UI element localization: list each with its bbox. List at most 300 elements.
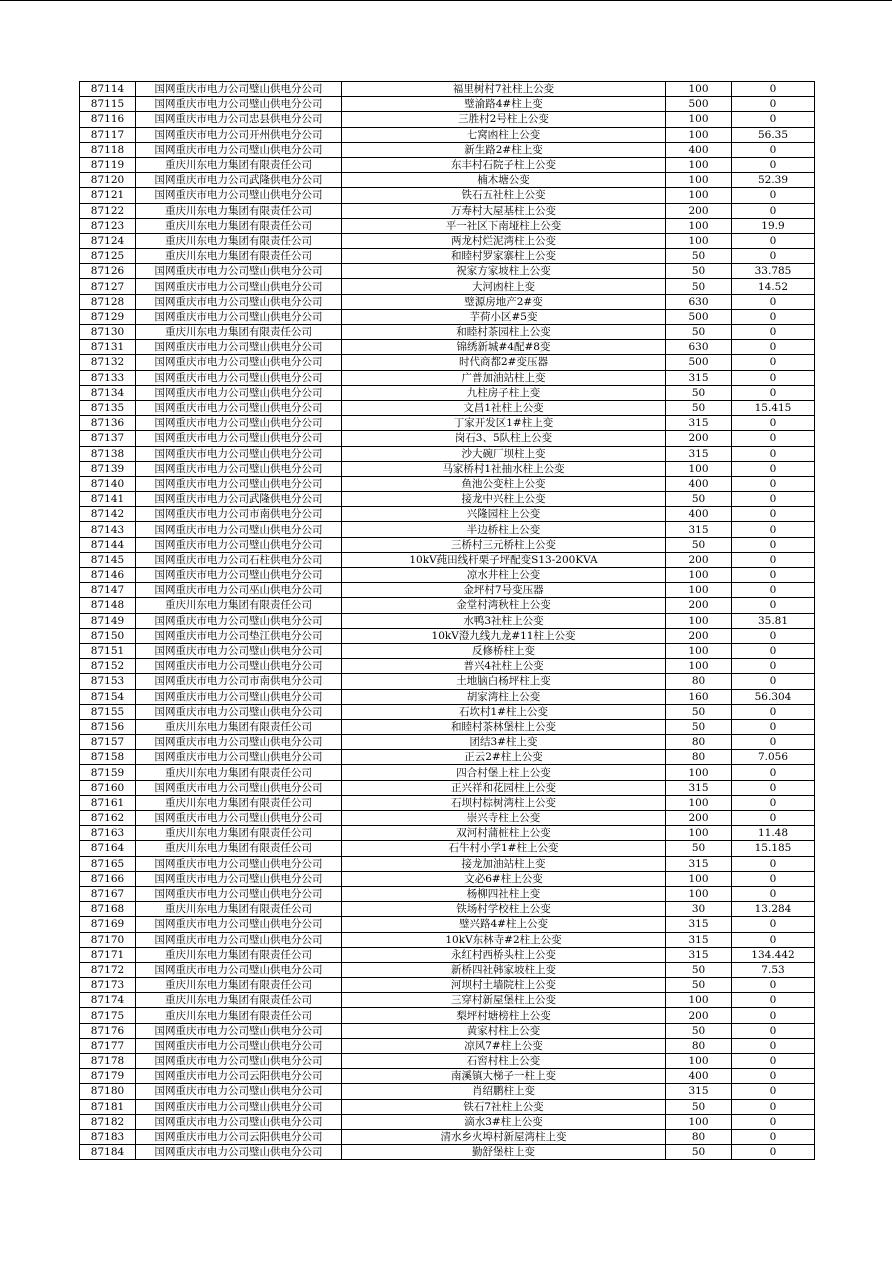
- company-cell: 国网重庆市电力公司璧山供电分公司: [136, 1038, 342, 1053]
- value-cell: 0: [732, 188, 815, 203]
- capacity-cell: 100: [666, 659, 732, 674]
- capacity-cell: 100: [666, 173, 732, 188]
- value-cell: 0: [732, 1114, 815, 1129]
- record-id-cell: 87160: [80, 780, 136, 795]
- company-cell: 重庆川东电力集团有限责任公司: [136, 993, 342, 1008]
- capacity-cell: 400: [666, 1069, 732, 1084]
- transformer-name-cell: 石坎村1#柱上公变: [342, 704, 666, 719]
- company-cell: 重庆川东电力集团有限责任公司: [136, 249, 342, 264]
- table-row: [80, 188, 815, 203]
- record-id-cell: 87175: [80, 1008, 136, 1023]
- table-row: [80, 659, 815, 674]
- value-cell: 19.9: [732, 218, 815, 233]
- table-row: [80, 583, 815, 598]
- value-cell: 0: [732, 492, 815, 507]
- value-cell: 15.185: [732, 841, 815, 856]
- capacity-cell: 200: [666, 811, 732, 826]
- company-cell: 国网重庆市电力公司璧山供电分公司: [136, 1084, 342, 1099]
- record-id-cell: 87145: [80, 552, 136, 567]
- value-cell: 13.284: [732, 902, 815, 917]
- table-row: [80, 826, 815, 841]
- table-row: [80, 552, 815, 567]
- company-cell: 国网重庆市电力公司璧山供电分公司: [136, 962, 342, 977]
- table-row: [80, 765, 815, 780]
- transformer-name-cell: 团结3#柱上变: [342, 735, 666, 750]
- company-cell: 国网重庆市电力公司开州供电分公司: [136, 127, 342, 142]
- record-id-cell: 87150: [80, 628, 136, 643]
- company-cell: 国网重庆市电力公司忠县供电分公司: [136, 112, 342, 127]
- value-cell: 52.39: [732, 173, 815, 188]
- capacity-cell: 50: [666, 962, 732, 977]
- table-row: [80, 294, 815, 309]
- value-cell: 0: [732, 811, 815, 826]
- value-cell: 0: [732, 674, 815, 689]
- company-cell: 国网重庆市电力公司璧山供电分公司: [136, 385, 342, 400]
- value-cell: 0: [732, 340, 815, 355]
- record-id-cell: 87177: [80, 1038, 136, 1053]
- record-id-cell: 87117: [80, 127, 136, 142]
- transformer-name-cell: 接龙加油站柱上变: [342, 856, 666, 871]
- company-cell: 国网重庆市电力公司璧山供电分公司: [136, 917, 342, 932]
- capacity-cell: 500: [666, 97, 732, 112]
- table-row: [80, 249, 815, 264]
- capacity-cell: 630: [666, 340, 732, 355]
- record-id-cell: 87137: [80, 431, 136, 446]
- value-cell: 0: [732, 598, 815, 613]
- company-cell: 重庆川东电力集团有限责任公司: [136, 841, 342, 856]
- transformer-name-cell: 铁石7社柱上公变: [342, 1099, 666, 1114]
- transformer-name-cell: 三桥村三元桥柱上公变: [342, 537, 666, 552]
- record-id-cell: 87115: [80, 97, 136, 112]
- transformer-name-cell: 半边桥柱上公变: [342, 522, 666, 537]
- record-id-cell: 87141: [80, 492, 136, 507]
- record-id-cell: 87149: [80, 613, 136, 628]
- transformer-name-cell: 璧源房地产2#变: [342, 294, 666, 309]
- value-cell: 0: [732, 932, 815, 947]
- company-cell: 国网重庆市电力公司璧山供电分公司: [136, 340, 342, 355]
- record-id-cell: 87168: [80, 902, 136, 917]
- company-cell: 国网重庆市电力公司璧山供电分公司: [136, 568, 342, 583]
- table-row: [80, 492, 815, 507]
- capacity-cell: 50: [666, 1099, 732, 1114]
- transformer-name-cell: 凉风7#柱上公变: [342, 1038, 666, 1053]
- capacity-cell: 100: [666, 218, 732, 233]
- record-id-cell: 87144: [80, 537, 136, 552]
- value-cell: 0: [732, 795, 815, 810]
- company-cell: 重庆川东电力集团有限责任公司: [136, 902, 342, 917]
- transformer-name-cell: 铁石五社柱上公变: [342, 188, 666, 203]
- transformer-name-cell: 马家桥村1社抽水柱上公变: [342, 461, 666, 476]
- transformer-name-cell: 新桥四社韩家坡柱上变: [342, 962, 666, 977]
- table-row: [80, 476, 815, 491]
- capacity-cell: 50: [666, 841, 732, 856]
- value-cell: 0: [732, 431, 815, 446]
- transformer-name-cell: 和睦村茶林堡柱上公变: [342, 719, 666, 734]
- record-id-cell: 87156: [80, 719, 136, 734]
- capacity-cell: 100: [666, 871, 732, 886]
- table-row: [80, 82, 815, 97]
- transformer-name-cell: 新生路2#柱上变: [342, 142, 666, 157]
- company-cell: 国网重庆市电力公司璧山供电分公司: [136, 1145, 342, 1160]
- value-cell: 0: [732, 886, 815, 901]
- value-cell: 0: [732, 1099, 815, 1114]
- table-row: [80, 1038, 815, 1053]
- value-cell: 0: [732, 1145, 815, 1160]
- table-row: [80, 1084, 815, 1099]
- transformer-name-cell: 兴隆园柱上公变: [342, 507, 666, 522]
- record-id-cell: 87127: [80, 279, 136, 294]
- record-id-cell: 87140: [80, 476, 136, 491]
- table-row: [80, 780, 815, 795]
- value-cell: 0: [732, 1008, 815, 1023]
- capacity-cell: 100: [666, 795, 732, 810]
- table-row: [80, 340, 815, 355]
- table-row: [80, 431, 815, 446]
- company-cell: 国网重庆市电力公司璧山供电分公司: [136, 886, 342, 901]
- transformer-name-cell: 福里树村7社柱上公变: [342, 82, 666, 97]
- value-cell: 7.056: [732, 750, 815, 765]
- table-row: [80, 446, 815, 461]
- table-row: [80, 112, 815, 127]
- record-id-cell: 87122: [80, 203, 136, 218]
- capacity-cell: 80: [666, 735, 732, 750]
- value-cell: 0: [732, 446, 815, 461]
- capacity-cell: 100: [666, 82, 732, 97]
- transformer-name-cell: 普兴4社柱上公变: [342, 659, 666, 674]
- capacity-cell: 50: [666, 704, 732, 719]
- record-id-cell: 87132: [80, 355, 136, 370]
- table-row: [80, 218, 815, 233]
- capacity-cell: 400: [666, 476, 732, 491]
- transformer-name-cell: 东丰村石院子柱上公变: [342, 157, 666, 172]
- company-cell: 国网重庆市电力公司璧山供电分公司: [136, 1099, 342, 1114]
- company-cell: 重庆川东电力集团有限责任公司: [136, 765, 342, 780]
- record-id-cell: 87116: [80, 112, 136, 127]
- value-cell: 56.35: [732, 127, 815, 142]
- record-id-cell: 87162: [80, 811, 136, 826]
- value-cell: 0: [732, 659, 815, 674]
- value-cell: 14.52: [732, 279, 815, 294]
- table-row: [80, 856, 815, 871]
- capacity-cell: 100: [666, 157, 732, 172]
- table-row: [80, 1099, 815, 1114]
- transformer-name-cell: 鱼池公变柱上公变: [342, 476, 666, 491]
- table-row: [80, 674, 815, 689]
- record-id-cell: 87155: [80, 704, 136, 719]
- transformer-name-cell: 祝家方家坡柱上公变: [342, 264, 666, 279]
- record-id-cell: 87171: [80, 947, 136, 962]
- capacity-cell: 80: [666, 1038, 732, 1053]
- capacity-cell: 100: [666, 461, 732, 476]
- table-row: [80, 932, 815, 947]
- transformer-name-cell: 肖绍鹏柱上变: [342, 1084, 666, 1099]
- table-row: [80, 598, 815, 613]
- company-cell: 国网重庆市电力公司璧山供电分公司: [136, 856, 342, 871]
- capacity-cell: 315: [666, 446, 732, 461]
- value-cell: 0: [732, 233, 815, 248]
- capacity-cell: 100: [666, 613, 732, 628]
- transformer-name-cell: 万寿村大屋基柱上公变: [342, 203, 666, 218]
- value-cell: 0: [732, 522, 815, 537]
- record-id-cell: 87167: [80, 886, 136, 901]
- record-id-cell: 87182: [80, 1114, 136, 1129]
- transformer-name-cell: 平一社区下南垭柱上公变: [342, 218, 666, 233]
- value-cell: 0: [732, 309, 815, 324]
- table-row: [80, 1023, 815, 1038]
- transformer-name-cell: 石牛村小学1#柱上公变: [342, 841, 666, 856]
- company-cell: 国网重庆市电力公司云阳供电分公司: [136, 1069, 342, 1084]
- record-id-cell: 87126: [80, 264, 136, 279]
- company-cell: 国网重庆市电力公司武隆供电分公司: [136, 492, 342, 507]
- table-row: [80, 1145, 815, 1160]
- table-row: [80, 157, 815, 172]
- page-top-rule: [0, 0, 892, 1]
- value-cell: 0: [732, 157, 815, 172]
- capacity-cell: 50: [666, 537, 732, 552]
- table-row: [80, 537, 815, 552]
- company-cell: 国网重庆市电力公司璧山供电分公司: [136, 82, 342, 97]
- company-cell: 国网重庆市电力公司垫江供电分公司: [136, 628, 342, 643]
- company-cell: 国网重庆市电力公司璧山供电分公司: [136, 446, 342, 461]
- company-cell: 国网重庆市电力公司市南供电分公司: [136, 507, 342, 522]
- capacity-cell: 200: [666, 552, 732, 567]
- table-row: [80, 689, 815, 704]
- capacity-cell: 200: [666, 628, 732, 643]
- record-id-cell: 87176: [80, 1023, 136, 1038]
- table-row: [80, 203, 815, 218]
- record-id-cell: 87146: [80, 568, 136, 583]
- record-id-cell: 87166: [80, 871, 136, 886]
- table-row: [80, 871, 815, 886]
- capacity-cell: 100: [666, 643, 732, 658]
- record-id-cell: 87131: [80, 340, 136, 355]
- capacity-cell: 100: [666, 765, 732, 780]
- table-row: [80, 264, 815, 279]
- value-cell: 0: [732, 704, 815, 719]
- transformer-name-cell: 胡家湾柱上公变: [342, 689, 666, 704]
- capacity-cell: 50: [666, 492, 732, 507]
- transformer-name-cell: 楠木塘公变: [342, 173, 666, 188]
- record-id-cell: 87174: [80, 993, 136, 1008]
- company-cell: 重庆川东电力集团有限责任公司: [136, 1008, 342, 1023]
- transformer-name-cell: 滴水3#柱上公变: [342, 1114, 666, 1129]
- value-cell: 0: [732, 856, 815, 871]
- table-row: [80, 233, 815, 248]
- transformer-name-cell: 文昌1社柱上公变: [342, 400, 666, 415]
- company-cell: 国网重庆市电力公司石柱供电分公司: [136, 552, 342, 567]
- capacity-cell: 100: [666, 568, 732, 583]
- record-id-cell: 87136: [80, 416, 136, 431]
- table-row: [80, 400, 815, 415]
- value-cell: 0: [732, 97, 815, 112]
- table-row: [80, 325, 815, 340]
- company-cell: 国网重庆市电力公司璧山供电分公司: [136, 264, 342, 279]
- capacity-cell: 500: [666, 355, 732, 370]
- capacity-cell: 315: [666, 522, 732, 537]
- transformer-name-cell: 反修桥柱上变: [342, 643, 666, 658]
- company-cell: 国网重庆市电力公司巫山供电分公司: [136, 583, 342, 598]
- company-cell: 国网重庆市电力公司璧山供电分公司: [136, 142, 342, 157]
- table-row: [80, 962, 815, 977]
- transformer-name-cell: 九柱房子柱上变: [342, 385, 666, 400]
- capacity-cell: 100: [666, 112, 732, 127]
- value-cell: 0: [732, 765, 815, 780]
- capacity-cell: 400: [666, 507, 732, 522]
- capacity-cell: 50: [666, 978, 732, 993]
- transformer-name-cell: 广普加油站柱上变: [342, 370, 666, 385]
- company-cell: 国网重庆市电力公司璧山供电分公司: [136, 431, 342, 446]
- value-cell: 0: [732, 1129, 815, 1144]
- record-id-cell: 87169: [80, 917, 136, 932]
- transformer-name-cell: 时代商都2#变压器: [342, 355, 666, 370]
- transformer-name-cell: 大河凼柱上变: [342, 279, 666, 294]
- capacity-cell: 80: [666, 674, 732, 689]
- capacity-cell: 80: [666, 1129, 732, 1144]
- value-cell: 0: [732, 719, 815, 734]
- capacity-cell: 200: [666, 1008, 732, 1023]
- record-id-cell: 87163: [80, 826, 136, 841]
- record-id-cell: 87152: [80, 659, 136, 674]
- transformer-name-cell: 芋荷小区#5变: [342, 309, 666, 324]
- value-cell: 0: [732, 385, 815, 400]
- capacity-cell: 50: [666, 385, 732, 400]
- value-cell: 0: [732, 355, 815, 370]
- record-id-cell: 87133: [80, 370, 136, 385]
- table-row: [80, 416, 815, 431]
- capacity-cell: 200: [666, 598, 732, 613]
- table-row: [80, 142, 815, 157]
- record-id-cell: 87147: [80, 583, 136, 598]
- transformer-name-cell: 铁场村学校柱上公变: [342, 902, 666, 917]
- company-cell: 国网重庆市电力公司云阳供电分公司: [136, 1129, 342, 1144]
- record-id-cell: 87139: [80, 461, 136, 476]
- capacity-cell: 315: [666, 416, 732, 431]
- capacity-cell: 315: [666, 917, 732, 932]
- value-cell: 0: [732, 294, 815, 309]
- record-id-cell: 87134: [80, 385, 136, 400]
- company-cell: 国网重庆市电力公司璧山供电分公司: [136, 294, 342, 309]
- capacity-cell: 50: [666, 1023, 732, 1038]
- company-cell: 重庆川东电力集团有限责任公司: [136, 157, 342, 172]
- record-id-cell: 87165: [80, 856, 136, 871]
- transformer-name-cell: 和睦村罗家寨柱上公变: [342, 249, 666, 264]
- record-id-cell: 87118: [80, 142, 136, 157]
- record-id-cell: 87183: [80, 1129, 136, 1144]
- record-id-cell: 87121: [80, 188, 136, 203]
- value-cell: 35.81: [732, 613, 815, 628]
- table-row: [80, 811, 815, 826]
- record-id-cell: 87143: [80, 522, 136, 537]
- company-cell: 国网重庆市电力公司璧山供电分公司: [136, 1054, 342, 1069]
- value-cell: 0: [732, 416, 815, 431]
- company-cell: 国网重庆市电力公司璧山供电分公司: [136, 932, 342, 947]
- transformer-name-cell: 三胜村2号柱上公变: [342, 112, 666, 127]
- record-id-cell: 87179: [80, 1069, 136, 1084]
- value-cell: 0: [732, 325, 815, 340]
- transformer-name-cell: 石窖村柱上公变: [342, 1054, 666, 1069]
- table-row: [80, 507, 815, 522]
- company-cell: 国网重庆市电力公司璧山供电分公司: [136, 476, 342, 491]
- company-cell: 国网重庆市电力公司武隆供电分公司: [136, 173, 342, 188]
- record-id-cell: 87148: [80, 598, 136, 613]
- record-id-cell: 87128: [80, 294, 136, 309]
- transformer-name-cell: 双河村蒲桩柱上公变: [342, 826, 666, 841]
- value-cell: 0: [732, 142, 815, 157]
- record-id-cell: 87129: [80, 309, 136, 324]
- transformer-name-cell: 和睦村茶园柱上公变: [342, 325, 666, 340]
- transformer-name-cell: 三穿村新屋堡柱上公变: [342, 993, 666, 1008]
- transformer-name-cell: 杨柳四社柱上变: [342, 886, 666, 901]
- capacity-cell: 315: [666, 856, 732, 871]
- transformer-name-cell: 南溪镇大梯子一柱上变: [342, 1069, 666, 1084]
- table-row: [80, 385, 815, 400]
- table-row: [80, 309, 815, 324]
- value-cell: 0: [732, 628, 815, 643]
- company-cell: 重庆川东电力集团有限责任公司: [136, 218, 342, 233]
- value-cell: 0: [732, 476, 815, 491]
- capacity-cell: 400: [666, 142, 732, 157]
- table-row: [80, 628, 815, 643]
- value-cell: 0: [732, 1023, 815, 1038]
- capacity-cell: 100: [666, 1054, 732, 1069]
- record-id-cell: 87135: [80, 400, 136, 415]
- value-cell: 0: [732, 82, 815, 97]
- value-cell: 0: [732, 871, 815, 886]
- capacity-cell: 100: [666, 188, 732, 203]
- value-cell: 0: [732, 552, 815, 567]
- record-id-cell: 87123: [80, 218, 136, 233]
- record-id-cell: 87158: [80, 750, 136, 765]
- table-row: [80, 1008, 815, 1023]
- company-cell: 重庆川东电力集团有限责任公司: [136, 947, 342, 962]
- capacity-cell: 50: [666, 264, 732, 279]
- record-id-cell: 87157: [80, 735, 136, 750]
- capacity-cell: 100: [666, 583, 732, 598]
- company-cell: 国网重庆市电力公司璧山供电分公司: [136, 750, 342, 765]
- table-row: [80, 978, 815, 993]
- capacity-cell: 100: [666, 826, 732, 841]
- table-row: [80, 719, 815, 734]
- transformer-name-cell: 金堂村湾秋柱上公变: [342, 598, 666, 613]
- record-id-cell: 87124: [80, 233, 136, 248]
- capacity-cell: 315: [666, 1084, 732, 1099]
- company-cell: 国网重庆市电力公司璧山供电分公司: [136, 643, 342, 658]
- capacity-cell: 80: [666, 750, 732, 765]
- value-cell: 0: [732, 735, 815, 750]
- capacity-cell: 200: [666, 431, 732, 446]
- company-cell: 重庆川东电力集团有限责任公司: [136, 719, 342, 734]
- table-row: [80, 902, 815, 917]
- company-cell: 国网重庆市电力公司璧山供电分公司: [136, 1114, 342, 1129]
- value-cell: 0: [732, 780, 815, 795]
- table-row: [80, 370, 815, 385]
- transformer-name-cell: 10kV澄九线九龙#11柱上公变: [342, 628, 666, 643]
- capacity-cell: 50: [666, 1145, 732, 1160]
- record-id-cell: 87119: [80, 157, 136, 172]
- transformer-name-cell: 接龙中兴柱上公变: [342, 492, 666, 507]
- capacity-cell: 200: [666, 203, 732, 218]
- transformer-name-cell: 岗石3、5队柱上公变: [342, 431, 666, 446]
- table-body: [80, 82, 815, 1160]
- table-row: [80, 522, 815, 537]
- company-cell: 国网重庆市电力公司璧山供电分公司: [136, 780, 342, 795]
- transformer-name-cell: 土地脑白杨坪柱上变: [342, 674, 666, 689]
- capacity-cell: 100: [666, 127, 732, 142]
- capacity-cell: 50: [666, 400, 732, 415]
- table-row: [80, 1129, 815, 1144]
- company-cell: 国网重庆市电力公司璧山供电分公司: [136, 461, 342, 476]
- table-row: [80, 127, 815, 142]
